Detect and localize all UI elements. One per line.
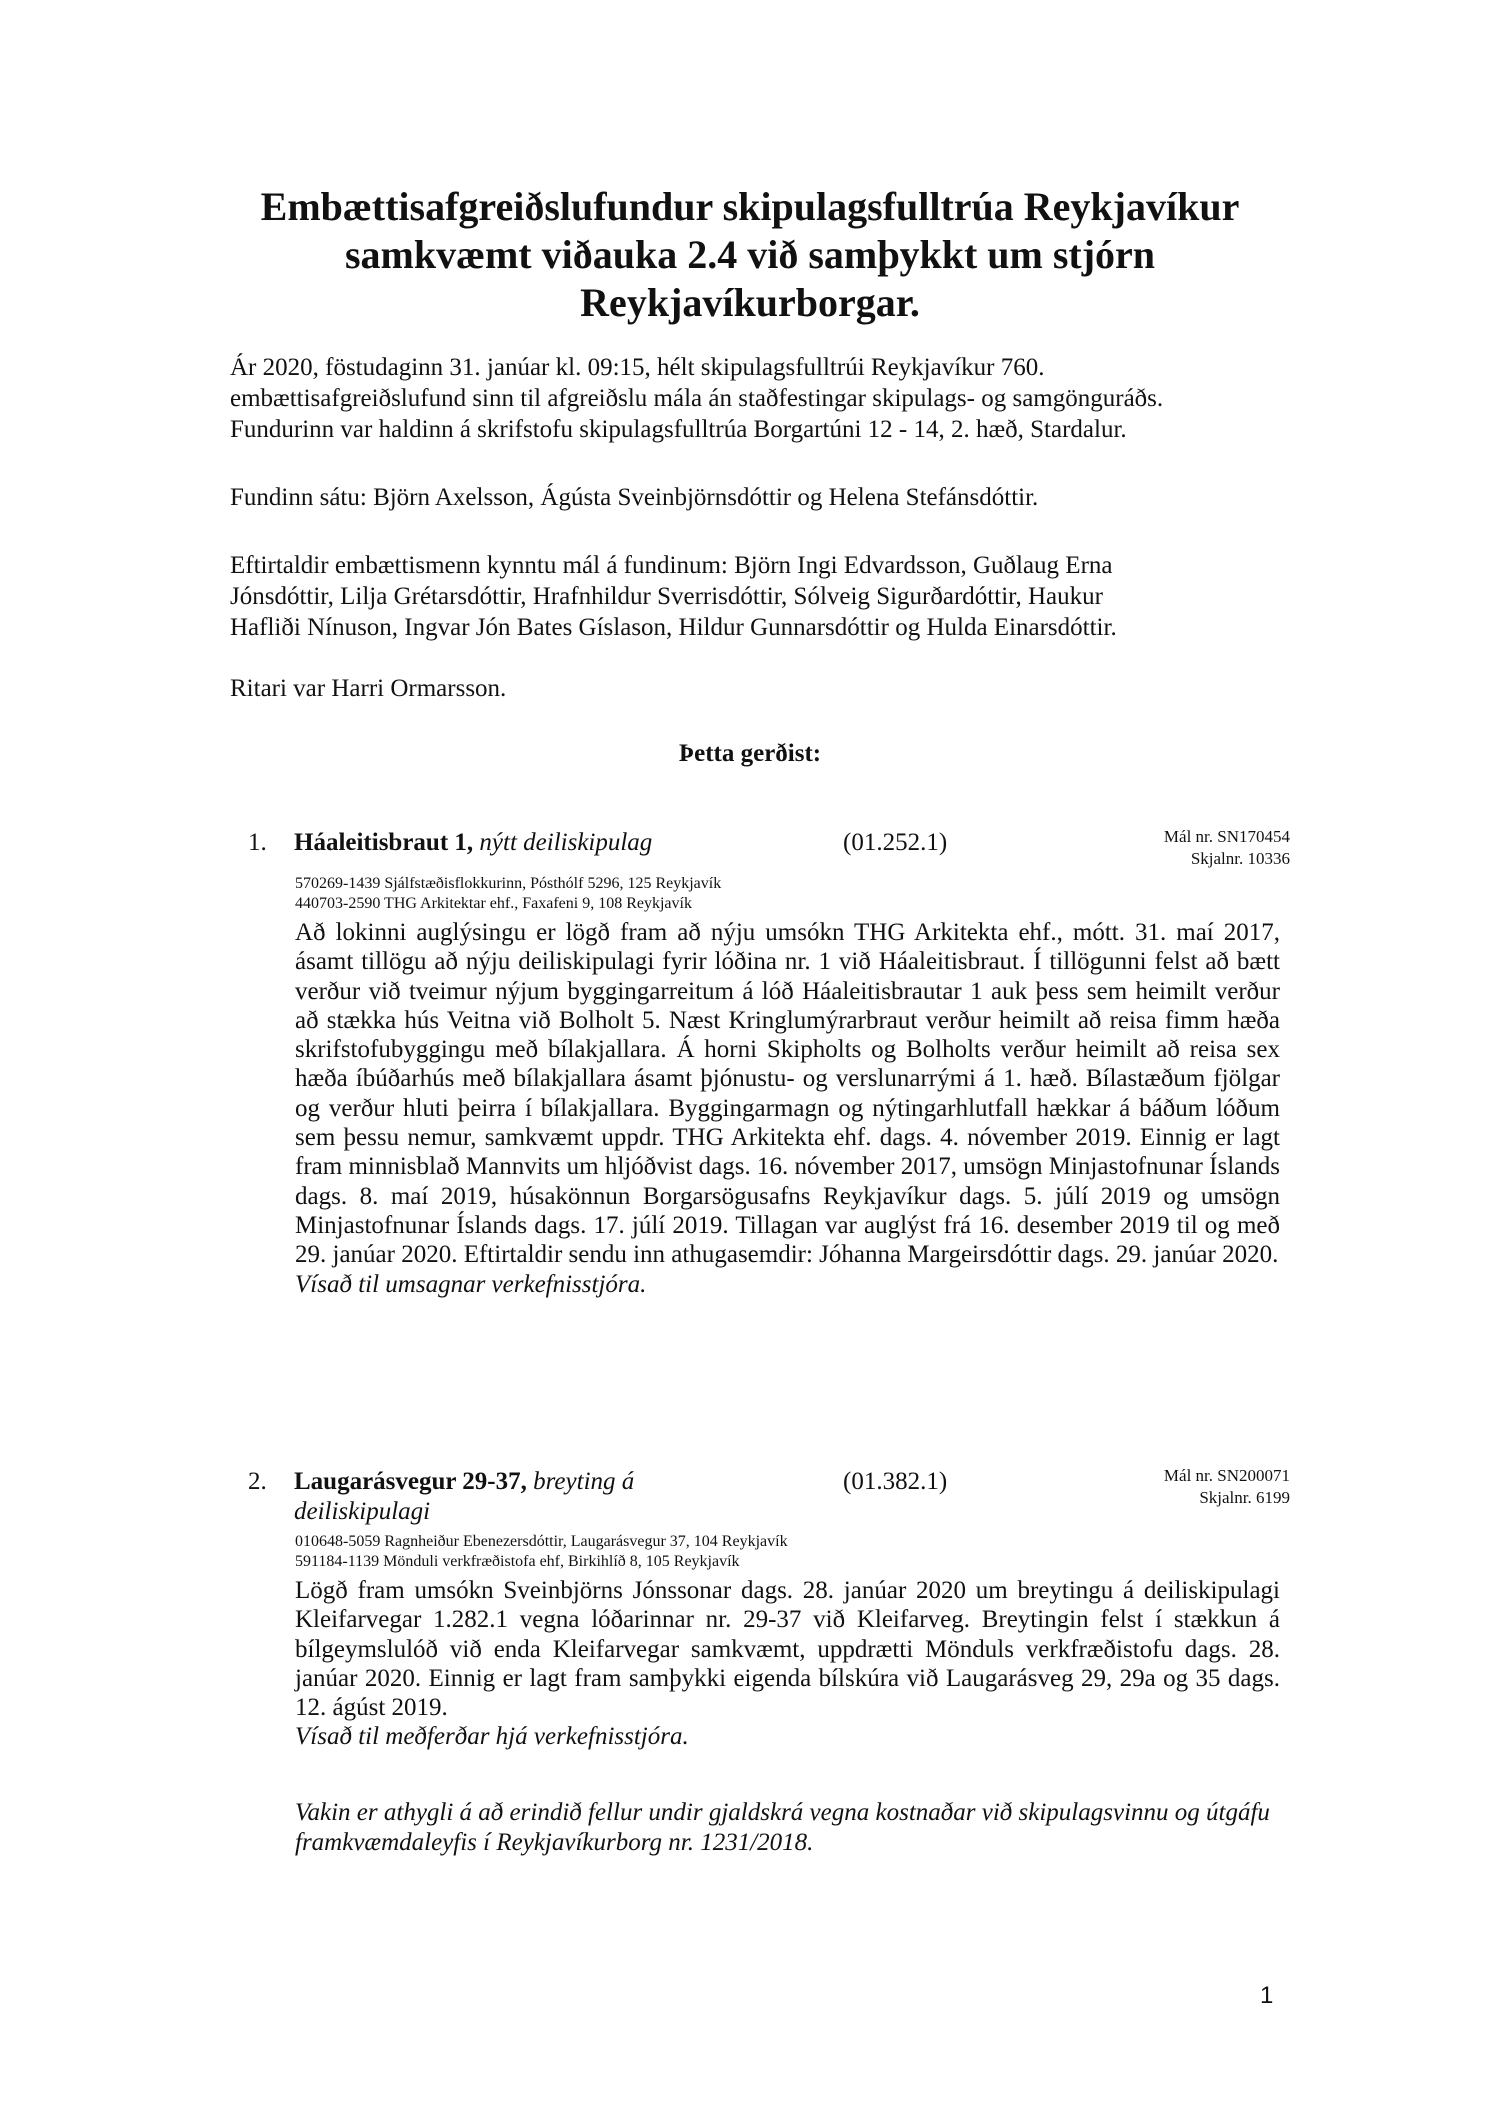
page-title: Embættisafgreiðslufundur skipulagsfulltrúa Reykjavíkur samkvæmt viðauka 2.4 við samþykkt um stjórn Reykjavíkurborgar. [260,184,1240,325]
case-number: 1. [248,829,267,856]
case-subtitle: nýtt deiliskipulag [479,829,653,856]
attendees: Fundinn sátu: Björn Axelsson, Ágústa Sveinbjörnsdóttir og Helena Stefánsdóttir. [230,484,1039,511]
presenters [230,550,1290,643]
page-number: 1 [1260,1982,1274,2009]
section-heading: Þetta gerðist: [678,740,822,767]
intro-line: Fundurinn var haldinn á skrifstofu skipulagsfulltrúa Borgartúni 12 - 14, 2. hæð, Stardalur. [230,416,1127,443]
doc-no: Skjalnr. 6199 [1199,1488,1290,1507]
case-description: Lögð fram umsókn Sveinbjörns Jónssonar dags. 28. janúar 2020 um breytingu á deiliskipulagi Kleifarvegar 1.282.1 vegna lóðarinnar nr. 29-37 við Kleifarveg. Breytingin felst í stækkun á bílgeymslulóð við enda Kleifarvegar samkvæmt, uppdrætti Mönduls verkfræðistofu dags. 28. janúar 2020. Einnig er lagt fram samþykki eigenda bílskúra við Laugarásveg 29, 29a og 35 dags. 12. ágúst 2019. [295,1577,1280,1722]
case-meta [1164,826,1290,870]
case-subtitle: breyting á deiliskipulagi [294,1468,635,1525]
case-body [295,918,1280,1299]
case-applicants [295,874,1195,914]
case-description: Að lokinni auglýsingu er lögð fram að nýju umsókn THG Arkitekta ehf., mótt. 31. maí 2017, ásamt tillögu að nýju deiliskipulagi fyrir lóðina nr. 1 við Háaleitisbraut. Í tillögunni felst að bætt verður við tveimur nýjum byggingarreitum á lóð Háaleitisbrautar 1 auk þess sem heimilt verður að stækka hús Veitna við Bolholt 5. Næst Kringlumýrarbraut verður heimilt að reisa fimm hæða skrifstofubyggingu með bílakjallara. Á horni Skipholts og Bolholts verður heimilt að reisa sex hæða íbúðarhús með bílakjallara ásamt þjónustu- og verslunarrými á 1. hæð. Bílastæðum fjölgar og verður hluti þeirra í bílakjallara. Byggingarmagn og nýtingarhlutfall hækkar á báðum lóðum sem þessu nemur, samkvæmt uppdr. THG Arkitekta ehf. dags. 4. nóvember 2019. Einnig er lagt fram minnisblað Mannvits um hljóðvist dags. 16. nóvember 2017, umsögn Minjastofnunar Íslands dags. 8. maí 2019, húsakönnun Borgarsögusafns Reykjavíkur dags. 5. júlí 2019 og umsögn Minjastofnunar Íslands dags. 17. júlí 2019. Tillagan var auglýst frá 16. desember 2019 til og með 29. janúar 2020. Eftirtaldir sendu inn athugasemdir: Jóhanna Margeirsdóttir dags. 29. janúar 2020. [295,919,1280,1269]
applicant: 591184-1139 Mönduli verkfræðistofa ehf, Birkihlíð 8, 105 Reykjavík [295,1553,740,1570]
case-no: Mál nr. SN200071 [1163,1466,1290,1485]
case-title [294,828,714,858]
applicant: 570269-1439 Sjálfstæðisflokkurinn, Pósthólf 5296, 125 Reykjavík [295,875,722,892]
presenters-line: Jónsdóttir, Lilja Grétarsdóttir, Hrafnhildur Sverrisdóttir, Sólveig Sigurðardóttir, Haukur [230,583,1103,610]
applicant: 010648-5059 Ragnheiður Ebenezersdóttir, Laugarásvegur 37, 104 Reykjavík [295,1533,788,1550]
presenters-line: Hafliði Nínuson, Ingvar Jón Bates Gíslason, Hildur Gunnarsdóttir og Hulda Einarsdóttir. [230,614,1117,641]
case-decision: Vísað til meðferðar hjá verkefnisstjóra. [295,1723,689,1751]
doc-no: Skjalnr. 10336 [1190,849,1290,868]
case-code: (01.382.1) [843,1468,948,1495]
presenters-line: Eftirtaldir embættismenn kynntu mál á fundinum: Björn Ingi Edvardsson, Guðlaug Erna [230,552,1113,579]
case-address: Laugarásvegur 29-37, [294,1468,527,1495]
secretary: Ritari var Harri Ormarsson. [230,675,507,702]
case-applicants [295,1532,1195,1572]
intro-line: embættisafgreiðslufund sinn til afgreiðslu mála án staðfestingar skipulags- og samgönguráðs. [230,385,1164,412]
case-number: 2. [248,1468,267,1495]
case-meta [1164,1465,1290,1509]
fee-note: Vakin er athygli á að erindið fellur undir gjaldskrá vegna kostnaðar við skipulagsvinnu og útgáfu framkvæmdaleyfis í Reykjavíkurborg nr. 1231/2018. [295,1799,1270,1856]
case-address: Háaleitisbraut 1, [294,829,474,856]
case-body [295,1576,1280,1752]
intro-line: Ár 2020, föstudaginn 31. janúar kl. 09:15, hélt skipulagsfulltrúi Reykjavíkur 760. [230,354,1045,381]
applicant: 440703-2590 THG Arkitektar ehf., Faxafeni 9, 108 Reykjavík [295,895,692,912]
case-no: Mál nr. SN170454 [1163,827,1290,846]
case-code: (01.252.1) [843,829,948,856]
case-decision: Vísað til umsagnar verkefnisstjóra. [295,1270,647,1298]
meeting-intro [230,352,1290,445]
case-title [294,1467,694,1527]
